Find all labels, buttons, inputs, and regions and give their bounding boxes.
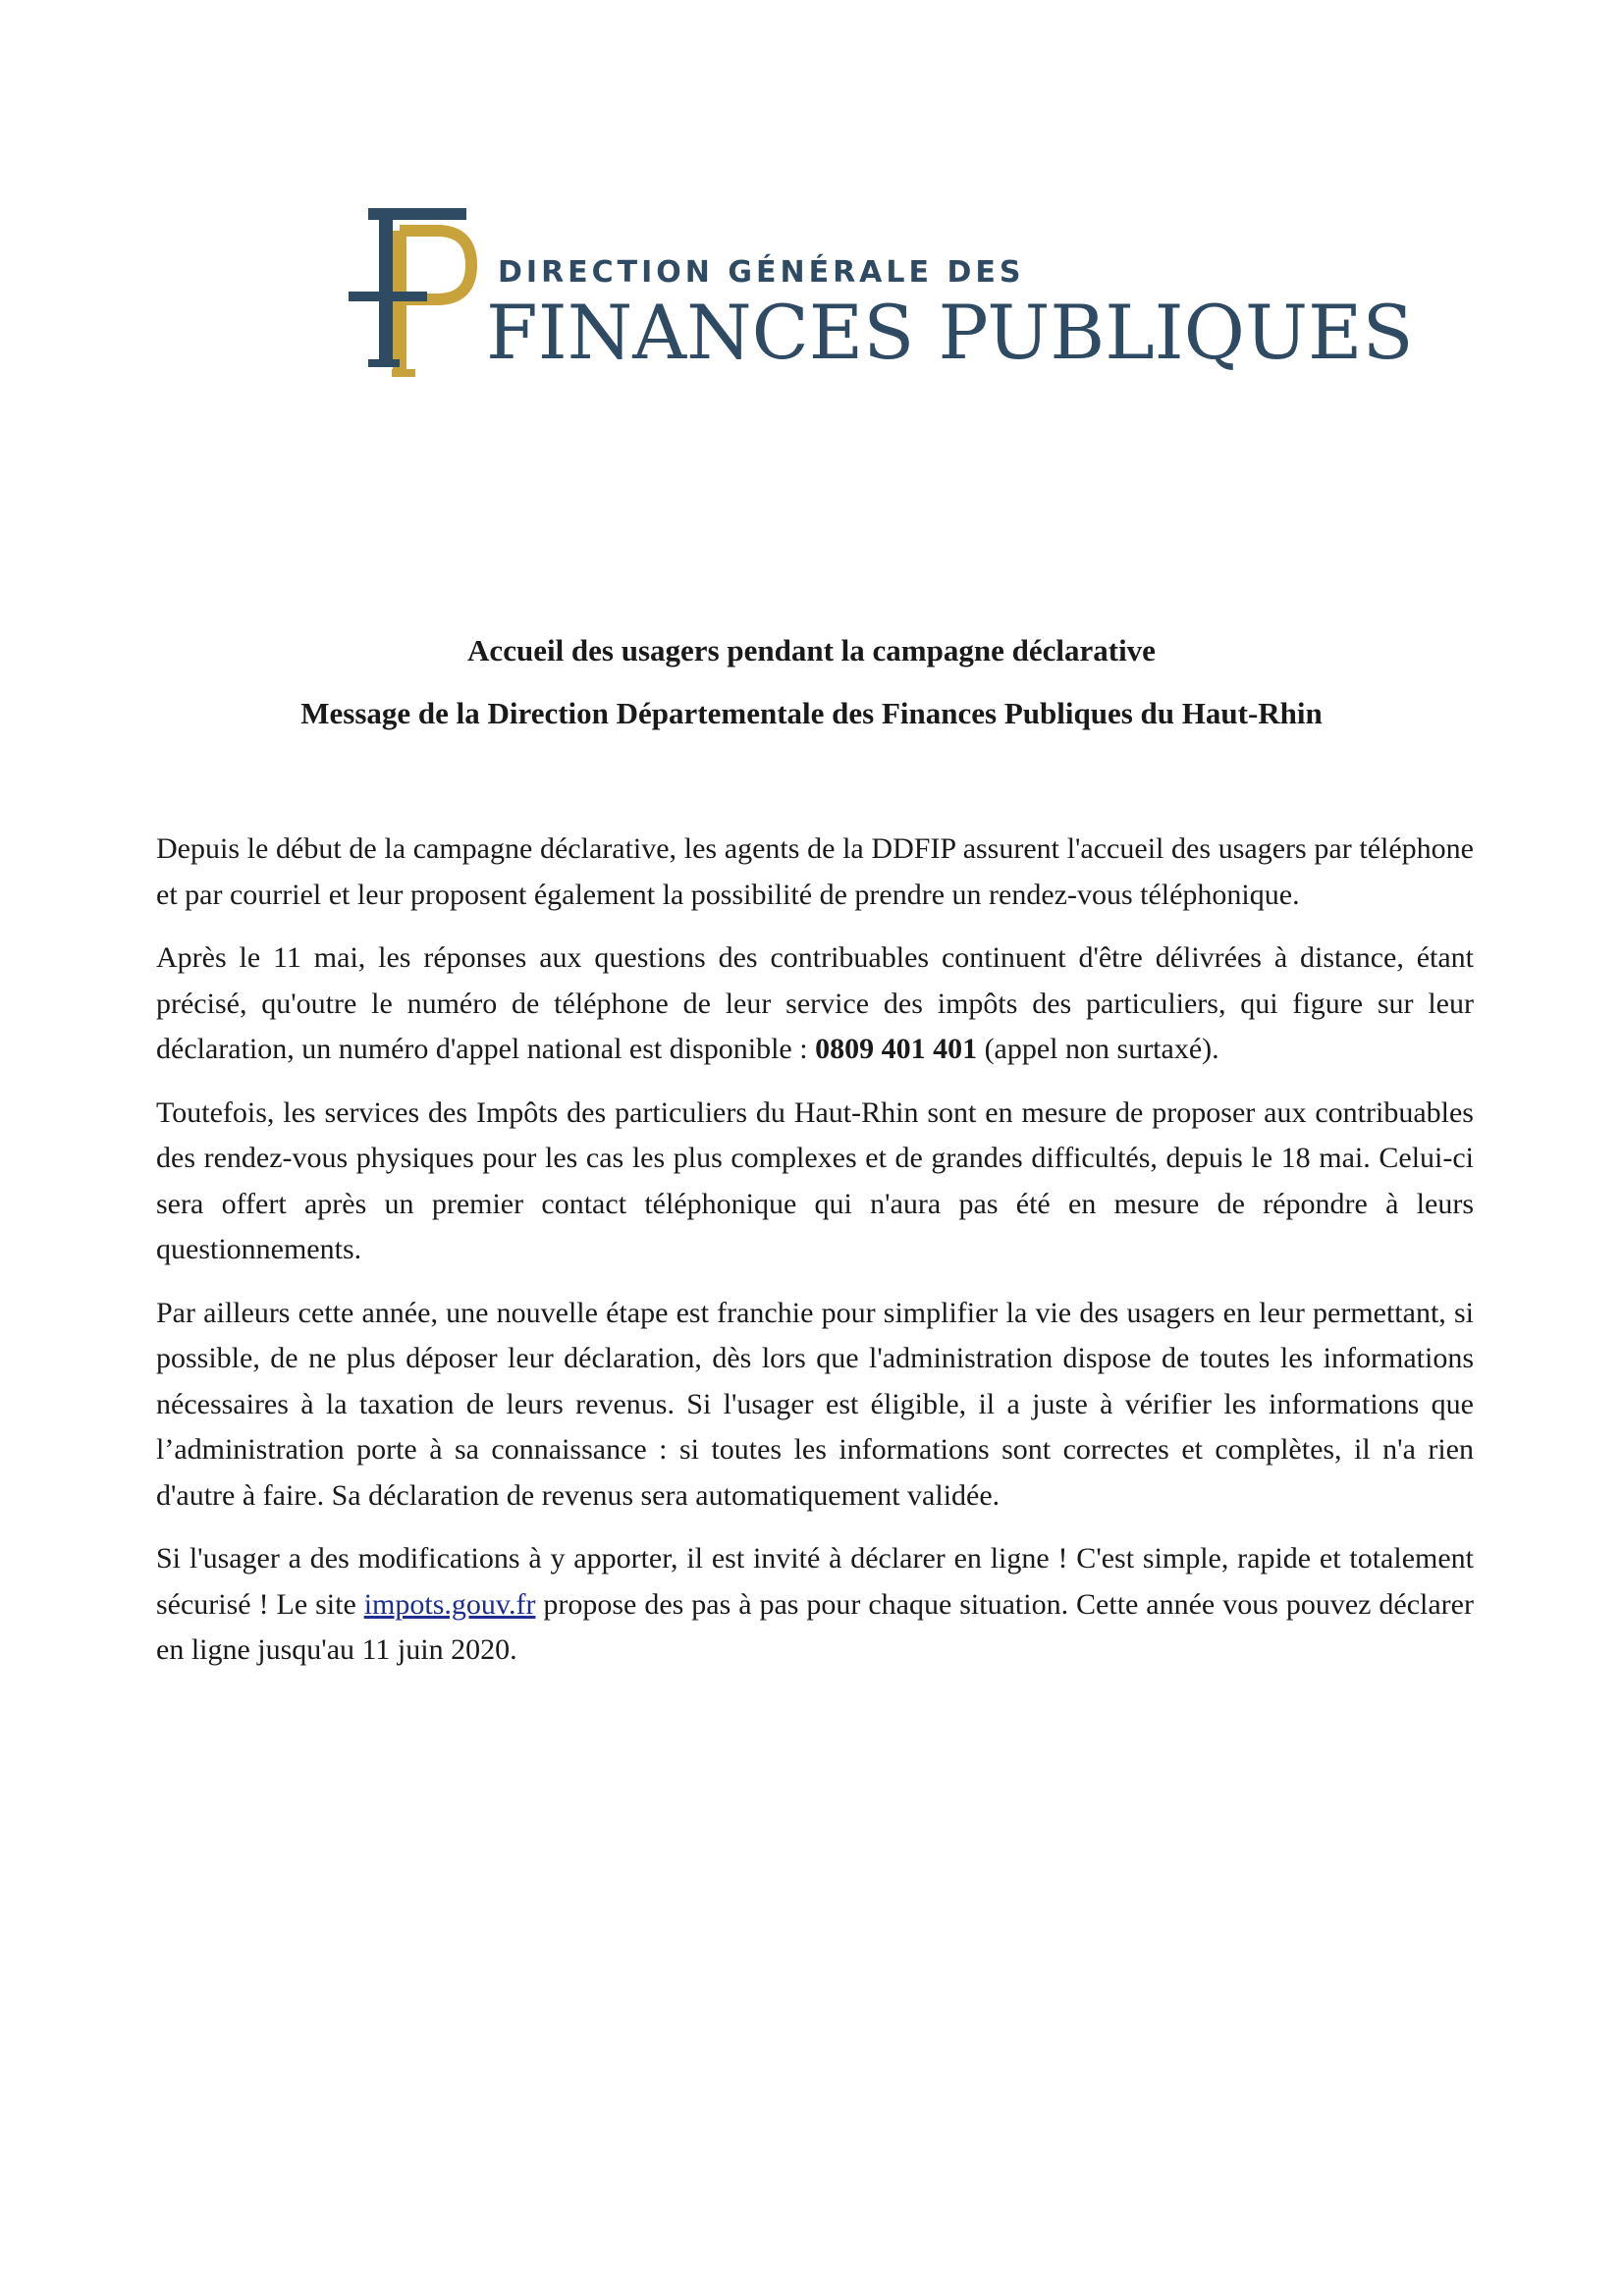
paragraph-4: Par ailleurs cette année, une nouvelle étape est franchie pour simplifier la vie des usagers en leur permettant, si possible, de ne plus déposer leur déclaration, dès lors que l'administration dispose de toutes les informations nécessaires à la taxation de leurs revenus. Si l'usager est éligible, il a juste à vérifier les informations que l’administration porte à sa connaissance : si toutes les informations sont correctes et complètes, il n'a rien d'autre à faire. Sa déclaration de revenus sera automatiquement validée. bbox=[156, 1296, 1474, 1512]
document-title: Accueil des usagers pendant la campagne déclarative bbox=[467, 633, 1156, 667]
paragraph-1: Depuis le début de la campagne déclarative, les agents de la DDFIP assurent l'accueil des usagers par téléphone et par courriel et leur proposent également la possibilité de prendre un rendez-vous téléphonique. bbox=[156, 832, 1474, 911]
document-titles bbox=[0, 631, 1623, 757]
fp-monogram-icon bbox=[339, 206, 486, 383]
paragraph-2-tail: (appel non surtaxé). bbox=[977, 1033, 1219, 1065]
logo-line-finances: FINANCES PUBLIQUES bbox=[486, 289, 1414, 376]
logo-line-direction: DIRECTION GÉNÉRALE DES bbox=[498, 255, 1025, 290]
paragraph-2-text: Après le 11 mai, les réponses aux questions des contribuables continuent d'être délivrées à distance, étant précisé, qu'outre le numéro de téléphone de leur service des impôts des particuliers, qui figure sur leur déclaration, un numéro d'appel national est disponible : bbox=[156, 941, 1474, 1065]
paragraph-5-text: Si l'usager a des modifications à y apporter, il est invité à déclarer en ligne ! C'est simple, rapide et totalement sécurisé ! Le site bbox=[156, 1542, 1474, 1621]
paragraph-5 bbox=[156, 1536, 1474, 1674]
phone-number: 0809 401 401 bbox=[815, 1033, 978, 1065]
document-subtitle: Message de la Direction Départementale des Finances Publiques du Haut-Rhin bbox=[300, 696, 1323, 730]
document-body bbox=[156, 827, 1474, 1691]
paragraph-5-tail: propose des pas à pas pour chaque situation. Cette année vous pouvez déclarer en ligne jusqu'au 11 juin 2020. bbox=[156, 1587, 1474, 1666]
paragraph-3: Toutefois, les services des Impôts des particuliers du Haut-Rhin sont en mesure de proposer aux contribuables des rendez-vous physiques pour les cas les plus complexes et de grandes difficultés, depuis le 18 mai. Celui-ci sera offert après un premier contact téléphonique qui n'aura pas été en mesure de répondre à leurs questionnements. bbox=[156, 1095, 1474, 1265]
paragraph-2 bbox=[156, 935, 1474, 1073]
impots-link[interactable]: impots.gouv.fr bbox=[363, 1587, 536, 1621]
dgfip-logo bbox=[339, 206, 1414, 383]
